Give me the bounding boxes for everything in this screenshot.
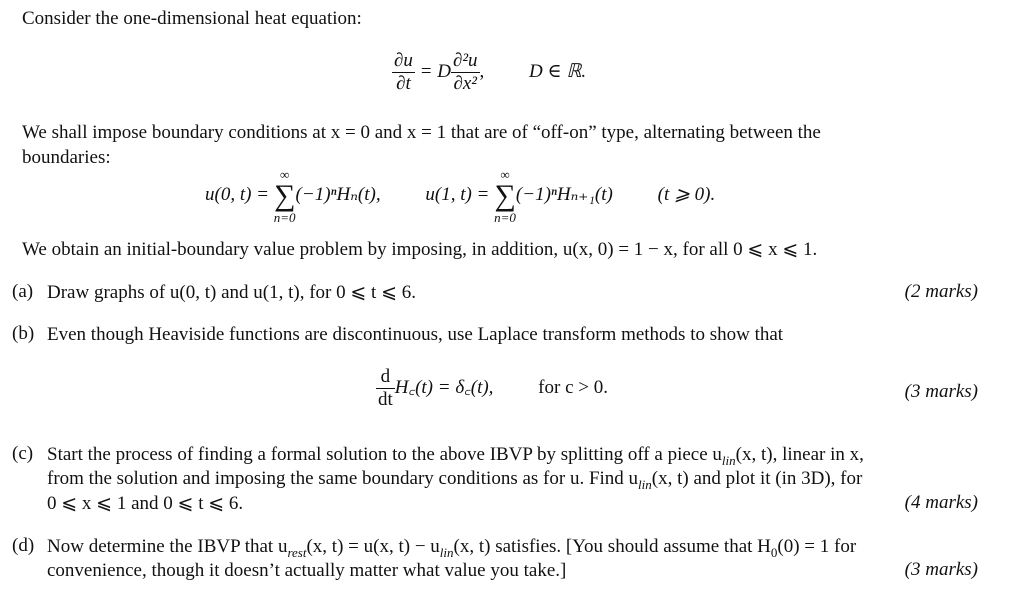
d2u-numerator: ∂²u (452, 50, 478, 71)
sum-u1 (494, 168, 516, 224)
du-numerator: ∂u (394, 50, 413, 71)
part-a-label: (a) (12, 281, 34, 302)
t-condition: (t ⩾ 0). (657, 184, 716, 205)
part-c-label: (c) (12, 443, 34, 464)
equals-D: = D (419, 60, 451, 82)
part-b-equation (376, 366, 608, 411)
sum-lower-limit: n=0 (494, 209, 516, 225)
d-numerator: d (376, 366, 395, 389)
part-c-line1: Start the process of finding a formal solution to the above IBVP by splitting off a piece $u_{lin}(x$, t), linear in x, (47, 444, 864, 468)
dt-denominator: ∂t (396, 73, 411, 94)
sum-u0 (274, 168, 296, 224)
part-c-line2: from the solution and imposing the same boundary conditions as for u. Find $u_{lin}(x$, t) and plot it (in 3D), for (47, 468, 863, 492)
intro-text: Consider the one-dimensional heat equation: (22, 8, 362, 29)
c-condition: for c > 0. (538, 376, 608, 398)
part-d-line1: Now determine the IBVP that $u_{rest}(x$, t) = u(x, $t) - u_{lin}(x$, t) satisfies. [You should assume that $H_0(0) = 1$ for (47, 536, 857, 560)
d2u-dx2-fraction (451, 50, 480, 95)
sum-lower-limit: n=0 (273, 209, 296, 225)
part-c-line3: 0 ⩽ x ⩽ 1 and 0 ⩽ t ⩽ 6. (47, 493, 244, 514)
u0-lhs: u(0, t) = (205, 184, 270, 205)
part-b-label: (b) (12, 323, 35, 344)
part-d-line2: convenience, though it doesn’t actually matter what value you take.] (47, 560, 567, 581)
part-c-marks: (4 marks) (904, 492, 978, 513)
u1-lhs: u(1, t) = (425, 184, 490, 205)
boundary-conditions (205, 165, 715, 225)
dx2-denominator: ∂x² (453, 73, 477, 94)
part-d-label: (d) (12, 535, 35, 556)
ivp-text: We obtain an initial-boundary value problem by imposing, in addition, u(x, 0) = 1 − x, for all 0 ⩽ x ⩽ 1. (22, 239, 818, 260)
bc-text-line2: boundaries: (22, 147, 111, 168)
bc-text-line1: We shall impose boundary conditions at x = 0 and x = 1 that are of “off-on” type, alternating between the (22, 122, 821, 143)
sum-upper-limit: ∞ (500, 166, 510, 182)
sigma-icon: ∑ (273, 178, 296, 212)
part-b-text: Even though Heaviside functions are discontinuous, use Laplace transform methods to show that (47, 324, 784, 345)
heat-equation (392, 50, 586, 95)
domain-condition: D ∈ ℝ. (529, 60, 587, 82)
dt-denominator: dt (378, 389, 393, 410)
part-a-text: Draw graphs of u(0, t) and u(1, t), for 0 ⩽ t ⩽ 6. (47, 282, 417, 303)
part-d-marks: (3 marks) (904, 559, 978, 580)
comma: , (479, 60, 485, 82)
sigma-icon: ∑ (494, 178, 516, 212)
du-dt-fraction (392, 50, 415, 95)
u0-rhs: (−1)ⁿHₙ(t), (295, 184, 381, 205)
u1-rhs: (−1)ⁿHₙ₊₁(t) (515, 184, 613, 205)
heaviside-derivative-eq: H꜀(t) = δ꜀(t), (394, 376, 494, 398)
part-a-marks: (2 marks) (904, 281, 978, 302)
part-b-marks: (3 marks) (904, 381, 978, 402)
sum-upper-limit: ∞ (280, 166, 290, 182)
d-dt-fraction (376, 366, 395, 411)
